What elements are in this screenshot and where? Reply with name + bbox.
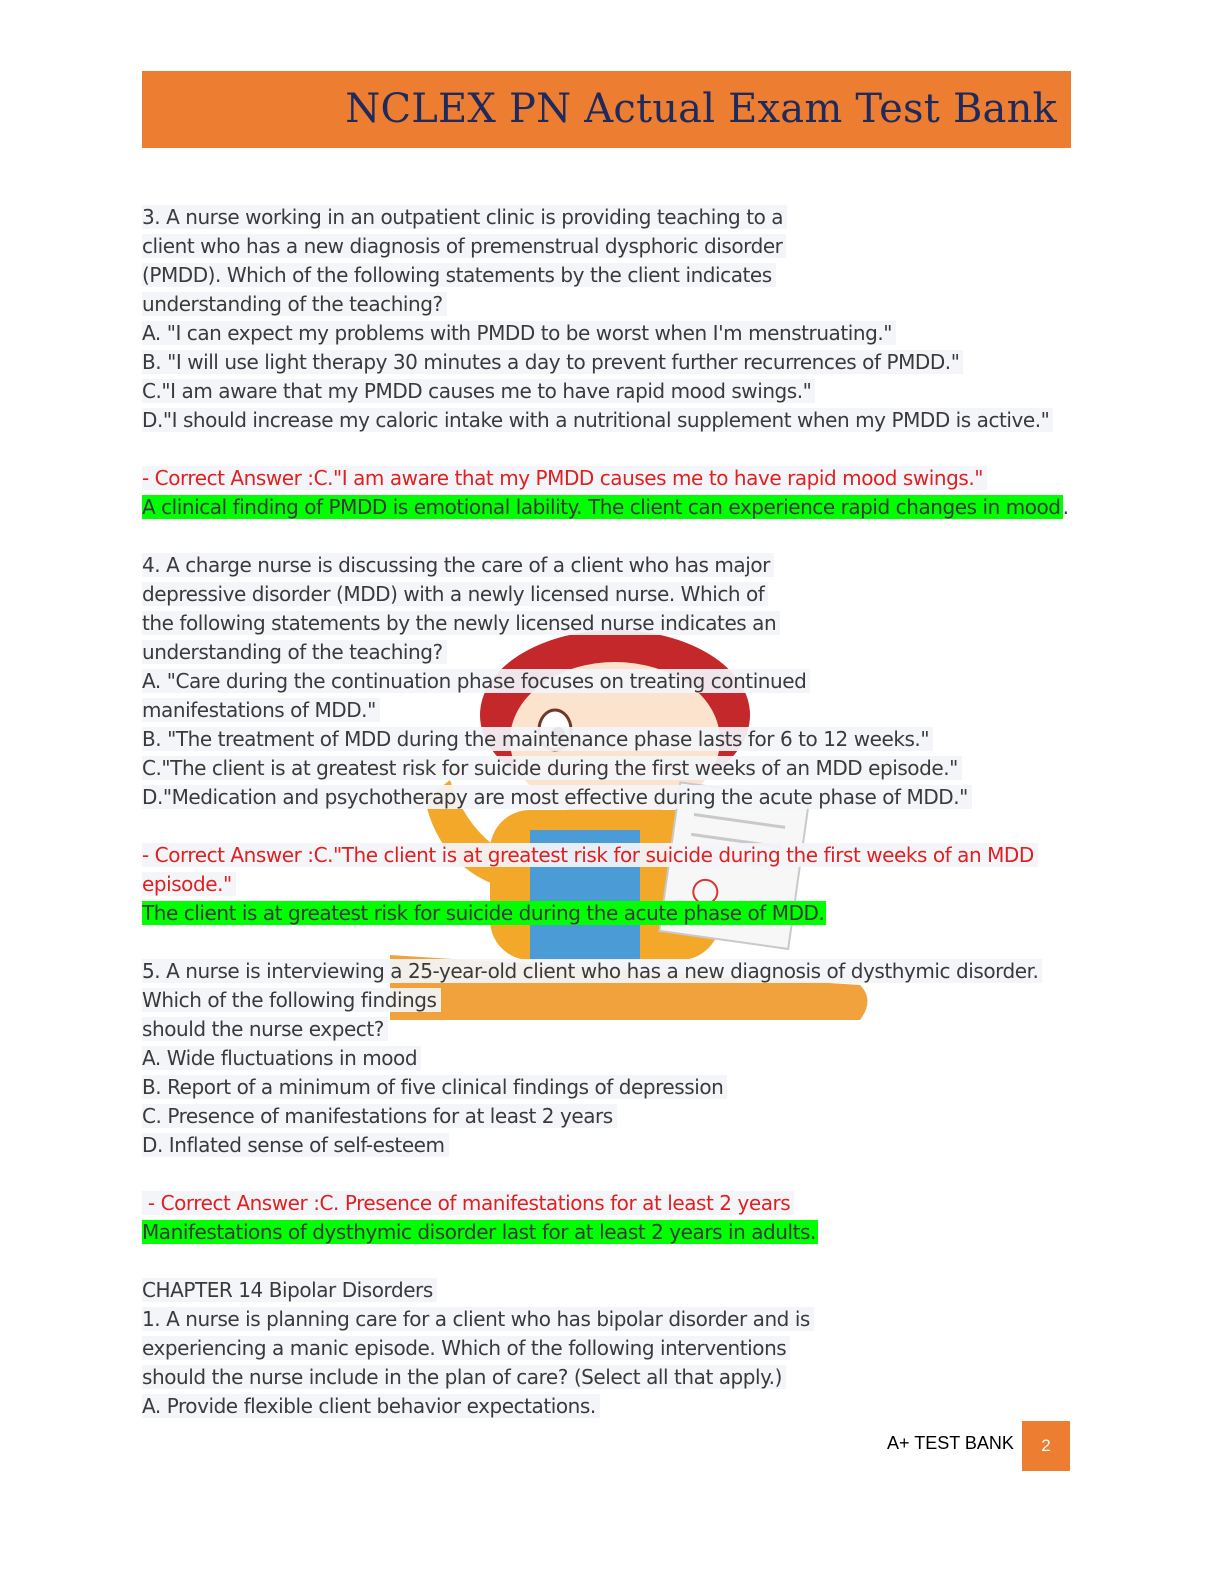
question-3: [142, 203, 1072, 551]
correct-answer: - Correct Answer :C."The client is at greatest risk for suicide during the first weeks of an MDD: [142, 841, 1072, 870]
question-stem-line: 3. A nurse working in an outpatient clinic is providing teaching to a: [142, 203, 1072, 232]
question-5: [142, 957, 1072, 1276]
question-stem-line: 5. A nurse is interviewing a 25-year-old client who has a new diagnosis of dysthymic disorder.: [142, 957, 1072, 986]
correct-answer: - Correct Answer :C. Presence of manifestations for at least 2 years: [142, 1189, 1072, 1218]
answer-option: B. Report of a minimum of five clinical findings of depression: [142, 1073, 1072, 1102]
question-4: [142, 551, 1072, 957]
answer-option: D. Inflated sense of self-esteem: [142, 1131, 1072, 1160]
answer-option: C. Presence of manifestations for at least 2 years: [142, 1102, 1072, 1131]
question-stem-line: depressive disorder (MDD) with a newly licensed nurse. Which of: [142, 580, 1072, 609]
question-stem-line: 1. A nurse is planning care for a client who has bipolar disorder and is: [142, 1305, 1072, 1334]
page-number: 2: [1022, 1421, 1070, 1471]
question-content: [142, 203, 1072, 1421]
question-stem-line: understanding of the teaching?: [142, 290, 1072, 319]
question-stem-line: client who has a new diagnosis of premenstrual dysphoric disorder: [142, 232, 1072, 261]
answer-option: A. "I can expect my problems with PMDD to be worst when I'm menstruating.": [142, 319, 1072, 348]
correct-answer: - Correct Answer :C."I am aware that my PMDD causes me to have rapid mood swings.": [142, 464, 1072, 493]
question-stem-line: should the nurse expect?: [142, 1015, 1072, 1044]
answer-option: manifestations of MDD.": [142, 696, 1072, 725]
answer-option: C."The client is at greatest risk for suicide during the first weeks of an MDD episode.": [142, 754, 1072, 783]
answer-option: B. "The treatment of MDD during the maintenance phase lasts for 6 to 12 weeks.": [142, 725, 1072, 754]
question-stem-line: should the nurse include in the plan of care? (Select all that apply.): [142, 1363, 1072, 1392]
question-stem-line: Which of the following findings: [142, 986, 1072, 1015]
footer-label: A+ TEST BANK: [887, 1433, 1014, 1453]
answer-option: C."I am aware that my PMDD causes me to have rapid mood swings.": [142, 377, 1072, 406]
chapter-heading: CHAPTER 14 Bipolar Disorders: [142, 1276, 1072, 1305]
page-title: NCLEX PN Actual Exam Test Bank: [345, 86, 1057, 132]
answer-option: A. Wide fluctuations in mood: [142, 1044, 1072, 1073]
question-stem-line: experiencing a manic episode. Which of the following interventions: [142, 1334, 1072, 1363]
question-stem-line: the following statements by the newly licensed nurse indicates an: [142, 609, 1072, 638]
question-stem-line: understanding of the teaching?: [142, 638, 1072, 667]
rationale: The client is at greatest risk for suicide during the acute phase of MDD.: [142, 901, 825, 925]
question-stem-line: (PMDD). Which of the following statements by the client indicates: [142, 261, 1072, 290]
answer-option: B. "I will use light therapy 30 minutes a day to prevent further recurrences of PMDD.": [142, 348, 1072, 377]
answer-option: A. Provide flexible client behavior expectations.: [142, 1392, 1072, 1421]
correct-answer: episode.": [142, 870, 1072, 899]
header-bar: [142, 71, 1071, 148]
answer-option: A. "Care during the continuation phase focuses on treating continued: [142, 667, 1072, 696]
rationale: Manifestations of dysthymic disorder last for at least 2 years in adults.: [142, 1220, 816, 1244]
answer-option: D."Medication and psychotherapy are most effective during the acute phase of MDD.": [142, 783, 1072, 812]
rationale: A clinical finding of PMDD is emotional lability. The client can experience rapid changes in mood .: [142, 495, 1069, 519]
question-stem-line: 4. A charge nurse is discussing the care of a client who has major: [142, 551, 1072, 580]
chapter-14: [142, 1276, 1072, 1421]
answer-option: D."I should increase my caloric intake with a nutritional supplement when my PMDD is active.": [142, 406, 1072, 435]
